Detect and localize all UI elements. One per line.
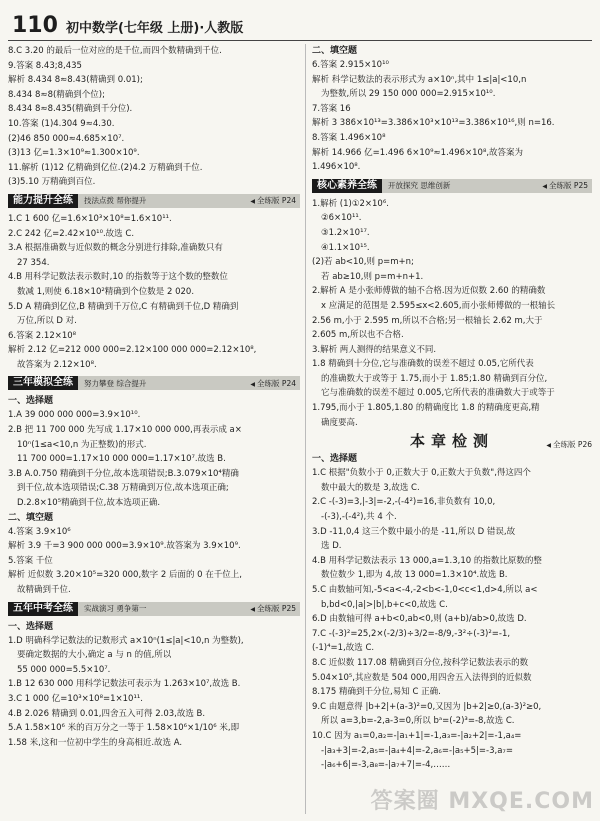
right-column [312, 44, 592, 773]
answer-line: 解析 科学记数法的表示形式为 a×10ⁿ,其中 1≤|a|<10,n [312, 74, 527, 85]
banner-title: 能力提升全练 [8, 194, 78, 208]
answer-line: 3.B A.0.750 精确到千分位,故本选项错误;B.3.079×10⁴精确 [8, 468, 239, 479]
answer-line: 6.答案 2.12×10⁸ [8, 330, 77, 341]
book-title: 初中数学(七年级 上册)·人教版 [65, 21, 244, 36]
section-heading: 二、填空题 [312, 46, 358, 56]
left-block-1 [8, 44, 300, 190]
answer-line: 的准确数大于或等于 1.75,而小于 1.85;1.80 精确到百分位, [321, 373, 548, 384]
answer-line: 万位,所以 D 对. [17, 316, 77, 327]
answer-line: 解析 近似数 3.20×10⁵=320 000,数字 2 后面的 0 在千位上, [8, 570, 242, 581]
answer-line: 故精确到千位. [17, 585, 71, 595]
banner-page-ref: ◀ 全练版 P25 [250, 603, 296, 614]
answer-line: 数位数少 1,即为 4,故 13 000=1.3×10⁴.故选 B. [321, 570, 508, 581]
answer-line: 5.04×10⁵,其应数是 504 000,用四舍五入法得到的近似数 [312, 672, 532, 683]
answer-line: 3.C 1 000 亿=10³×10⁸=1×10¹¹. [8, 693, 143, 704]
right-block-1 [312, 44, 592, 175]
answer-line: 3.D -11,0,4 这三个数中最小的是 -11,所以 D 错误,故 [312, 526, 516, 537]
answer-line: 1.8 精确到十分位,它与准确数的误差不超过 0.05,它所代表 [312, 359, 534, 370]
answer-line: 4.答案 3.9×10⁶ [8, 526, 71, 537]
answer-line: 8.C 3.20 的最后一位对应的是千位,而四个数精确到千位. [8, 46, 222, 56]
left-block-2 [8, 212, 300, 373]
answer-line: 数减 1,则使 6.18×10²精确到个位数是 2 020. [17, 286, 195, 297]
left-block-4 [8, 620, 300, 751]
answer-line: (-1)⁴=1,故选 C. [312, 643, 375, 654]
banner-title: 核心素养全练 [312, 179, 382, 193]
answer-line: -(-3),-(-4²),共 4 个. [321, 512, 397, 523]
answer-line: 8.答案 1.496×10⁸ [312, 132, 386, 143]
answer-line: 8.434 8≈8.435(精确到千分位). [8, 104, 133, 115]
answer-line: 6.D 由数轴可得 a+b<0,ab<0,则 (a+b)/ab>0,故选 D. [312, 614, 527, 625]
answer-line: 2.C -(-3)=3,|-3|=-2,-(-4²)=16,非负数有 10,0, [312, 497, 496, 508]
answer-line: 解析 14.966 亿=1.496 6×10⁹≈1.496×10⁸,故答案为 [312, 147, 524, 158]
answer-line: 解析 8.434 8≈8.43(精确到 0.01); [8, 75, 143, 86]
answer-line: 7.答案 16 [312, 103, 351, 114]
answer-line: 1.D 明确科学记数法的记数形式 a×10ⁿ(1≤|a|<10,n 为整数), [8, 635, 244, 646]
answer-line: 1.496×10⁸. [312, 162, 361, 173]
answer-line: 9.答案 8.43;8,435 [8, 60, 82, 71]
answer-line: ②6×10¹¹. [321, 213, 362, 224]
answer-line: 数中最大的数是 3,故选 C. [321, 482, 420, 493]
answer-line: 1.C 根据"负数小于 0,正数大于 0,正数大于负数",得这四个 [312, 468, 531, 479]
answer-line: 为整数,所以 29 150 000 000=2.915×10¹⁰. [321, 89, 496, 100]
banner-page-ref: ◀ 全练版 P24 [250, 378, 296, 389]
answer-line: 1.B 12 630 000 用科学记数法可表示为 1.263×10⁷,故选 B. [8, 679, 241, 690]
answer-line: 8.C 近似数 117.08 精确到百分位,按科学记数法表示的数 [312, 657, 529, 668]
banner-title: 五年中考全练 [8, 602, 78, 616]
section-heading: 一、选择题 [312, 454, 358, 465]
answer-line: 10ⁿ(1≤a<10,n 为正整数)的形式. [17, 439, 147, 450]
column-divider [305, 44, 306, 814]
answer-line: -|a₃+3|=-2,a₅=-|a₄+4|=-2,a₆=-|a₅+5|=-3,a₇= [321, 745, 513, 756]
watermark: 答案圈 MXQE.COM [370, 789, 594, 814]
answer-line: 55 000 000=5.5×10⁷. [17, 664, 111, 675]
answer-line: 5.C 由数轴可知,-5<a<-4,-2<b<-1,0<c<1,d>4,所以 a< [312, 585, 538, 595]
answer-line: 解析 3.9 千=3 900 000 000=3.9×10⁹.故答案为 3.9×10⁹. [8, 541, 241, 552]
section-heading: 一、选择题 [8, 621, 54, 632]
section-banner-core [312, 179, 592, 193]
page-header [12, 8, 592, 38]
banner-subtitle: 努力攀登 综合提升 [84, 378, 147, 388]
banner-title: 三年模拟全练 [8, 376, 78, 390]
answer-line: 故答案为 2.12×10⁸. [17, 359, 97, 370]
right-block-3 [312, 452, 592, 772]
section-banner-five-year [8, 602, 300, 616]
answer-line: 4.B 用科学记数法表示 13 000,a=1.3,10 的指数比原数的整 [312, 555, 542, 566]
answer-line: 1.解析 (1)①2×10⁶. [312, 198, 389, 209]
banner-page-ref: ◀ 全练版 P25 [542, 180, 588, 191]
answer-line: b,bd<0,|a|>|b|,b+c<0,故选 C. [321, 599, 448, 610]
answer-line: 11 700 000=1.17×10 000 000=1.17×10⁷.故选 B. [17, 454, 226, 465]
answer-line: 1.58 米,这和一位初中学生的身高相近.故选 A. [8, 737, 183, 748]
answer-line: -|a₆+6|=-3,a₈=-|a₇+7|=-4,…… [321, 760, 451, 771]
banner-subtitle: 实战演习 勇争第一 [84, 604, 147, 614]
answer-line: 10.答案 (1)4.304 9≈4.30. [8, 118, 115, 129]
answer-line: 到千位,故本选项错误;C.38 万精确到万位,故本选项正确; [17, 483, 229, 494]
banner-subtitle: 技法点拨 帮你提升 [84, 196, 147, 206]
banner-page-ref: ◀ 全练版 P24 [250, 195, 296, 206]
answer-line: 3.解析 两人测得的结果意义不同. [312, 344, 437, 355]
answer-line: 4.B 用科学记数法表示数时,10 的指数等于这个数的整数位 [8, 272, 228, 283]
answer-line: 3.A 根据准确数与近似数的概念分别进行排除,准确数只有 [8, 243, 223, 254]
answer-line: x 应满足的范围是 2.595≤x<2.605,而小张师傅做的一根轴长 [321, 300, 556, 311]
chapter-test-title [312, 430, 592, 452]
answer-line: 2.C 242 亿=2.42×10¹⁰.故选 C. [8, 228, 135, 239]
section-banner-three-year [8, 376, 300, 390]
right-block-2 [312, 197, 592, 431]
answer-line: 5.A 1.58×10⁶ 米的百万分之一等于 1.58×10⁶×1/10⁶ 米,即 [8, 723, 240, 734]
answer-line: 若 ab≥10,则 p=m+n+1. [321, 271, 424, 282]
answer-line: 1.795,而小于 1.805,1.80 的精确度比 1.8 的精确度更高,精 [312, 403, 540, 414]
answer-line: 4.B 2.026 精确到 0.01,四舍五入可得 2.03,故选 B. [8, 708, 206, 719]
answer-line: 7.C -(-3)²=25,2×(-2/3)÷3/2=-8/9,-3²÷(-3)²=-1, [312, 628, 511, 639]
answer-line: 2.56 m,小于 2.595 m,所以不合格;另一根轴长 2.62 m,大于 [312, 315, 543, 326]
answer-line: 11.解析 (1)12 亿精确到亿位.(2)4.2 万精确到千位. [8, 162, 203, 173]
answer-line: 8.434 8≈8(精确到个位); [8, 89, 105, 100]
chapter-title-text: 本章检测 [409, 432, 494, 451]
answer-line: ④1.1×10¹⁵. [321, 242, 370, 253]
chapter-page-ref: ◀ 全练版 P26 [546, 434, 592, 457]
answer-line: 要确定数据的大小,确定 a 与 n 的值,所以 [17, 650, 172, 661]
answer-line: 8.175 精确到千分位,易知 C 正确. [312, 687, 441, 698]
answer-line: 1.A 39 000 000 000=3.9×10¹⁰. [8, 410, 141, 421]
left-block-3 [8, 394, 300, 597]
answer-line: D.2.8×10⁵精确到千位,故本选项正确. [17, 498, 161, 509]
answer-line: 5.答案 千位 [8, 555, 53, 566]
section-heading: 一、选择题 [8, 396, 54, 407]
answer-line: 27 354. [17, 257, 50, 268]
answer-line: 9.C 由题意得 |b+2|+(a-3)²=0,又因为 |b+2|≥0,(a-3)²≥0, [312, 701, 542, 712]
answer-line: 5.D A 精确到亿位,B 精确到千万位,C 有精确到千位,D 精确到 [8, 301, 239, 312]
answer-line: (2)46 850 000≈4.685×10⁷. [8, 133, 125, 144]
answer-line: 2.605 m,所以也不合格. [312, 330, 404, 341]
answer-line: (3)5.10 万精确到百位. [8, 177, 96, 188]
answer-line: 2.解析 A 是小张师傅做的轴不合格.因为近似数 2.60 的精确数 [312, 286, 546, 297]
answer-line: 所以 a=3,b=-2,a-3=0,所以 bᵃ=(-2)³=-8,故选 C. [321, 716, 515, 727]
answer-line: (3)13 亿=1.3×10⁹≈1.300×10⁹. [8, 148, 140, 159]
answer-line: 10.C 因为 a₁=0,a₂=-|a₁+1|=-1,a₃=-|a₂+2|=-1,a₄= [312, 730, 522, 741]
answer-line: 2.B 把 11 700 000 先写成 1.17×10 000 000,再表示成 a× [8, 425, 242, 436]
answer-line: 它与准确数的误差不超过 0.005,它所代表的准确数大于或等于 [321, 388, 555, 399]
answer-line: 确度要高. [321, 417, 358, 428]
answer-line: 解析 3 386×10¹³=3.386×10³×10¹³=3.386×10¹⁶,则 n=16. [312, 118, 555, 129]
answer-line: 6.答案 2.915×10¹⁰ [312, 60, 389, 70]
answer-line: ③1.2×10¹⁷. [321, 227, 370, 238]
banner-subtitle: 开放探究 思维创新 [388, 181, 451, 191]
answer-line: 选 D. [321, 541, 342, 552]
left-column [8, 44, 300, 750]
section-heading: 二、填空题 [8, 512, 54, 523]
page-number: 110 [12, 13, 58, 38]
answer-line: 解析 2.12 亿=212 000 000=2.12×100 000 000=2.12×10⁸, [8, 345, 257, 356]
section-banner-ability [8, 194, 300, 208]
header-rule [8, 40, 592, 41]
answer-line: (2)若 ab<10,则 p=m+n; [312, 257, 414, 268]
answer-line: 1.C 1 600 亿=1.6×10³×10⁸=1.6×10¹¹. [8, 213, 172, 224]
